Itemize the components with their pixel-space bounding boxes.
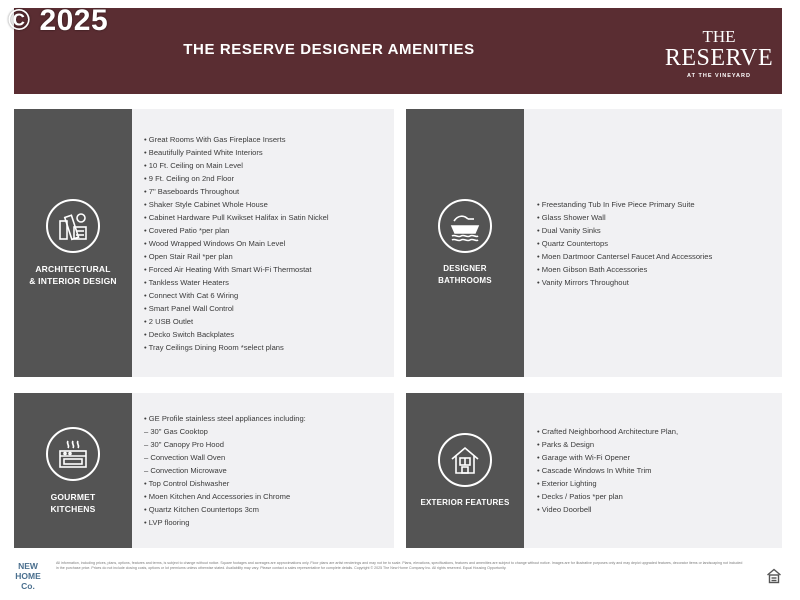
equal-housing-icon (766, 568, 782, 589)
logo-line3: AT THE VINEYARD (687, 73, 751, 79)
feature-item: • Vanity Mirrors Throughout (537, 277, 629, 287)
card-side-kitchens (14, 393, 132, 548)
feature-item: • Moen Gibson Bath Accessories (537, 264, 648, 274)
feature-item: • Freestanding Tub In Five Piece Primary Suite (537, 199, 695, 209)
company-logo (10, 561, 46, 591)
logo-line1: THE (702, 27, 736, 46)
company-logo-line1: NEW (18, 561, 38, 571)
feature-item: – Convection Microwave (144, 466, 227, 475)
feature-item: • Glass Shower Wall (537, 212, 606, 222)
company-logo-line3: Co. (21, 581, 35, 591)
card-label-line1: GOURMET (50, 491, 96, 502)
swatches-icon (46, 199, 100, 253)
feature-item: – 30" Gas Cooktop (144, 427, 208, 436)
page-title: THE RESERVE DESIGNER AMENITIES (183, 41, 475, 58)
feature-item: • Decko Switch Backplates (144, 329, 235, 339)
card-bathrooms (406, 109, 782, 377)
card-label-line1: EXTERIOR FEATURES (420, 497, 510, 507)
feature-item: • Exterior Lighting (537, 479, 597, 488)
header-banner (14, 8, 782, 94)
feature-item: • Smart Panel Wall Control (144, 303, 234, 313)
card-label-line2: BATHROOMS (438, 276, 492, 285)
feature-list-bathrooms (537, 109, 774, 377)
card-side-architectural (14, 109, 132, 377)
feature-item: • 7" Baseboards Throughout (144, 186, 240, 196)
card-label-bathrooms (438, 263, 492, 287)
card-label-kitchens (50, 491, 95, 515)
feature-item: • Great Rooms With Gas Fireplace Inserts (144, 134, 286, 144)
card-exterior (406, 393, 782, 548)
feature-item: • 9 Ft. Ceiling on 2nd Floor (144, 173, 235, 183)
company-logo-line2: HOME (15, 571, 41, 581)
feature-item: • Tray Ceilings Dining Room *select plans (144, 342, 284, 352)
feature-item: • Quartz Kitchen Countertops 3cm (144, 505, 259, 514)
feature-item: • Crafted Neighborhood Architecture Plan, (537, 427, 679, 436)
feature-item: • LVP flooring (144, 518, 190, 527)
feature-item: • Covered Patio *per plan (144, 225, 230, 235)
card-architectural (14, 109, 394, 377)
card-kitchens (14, 393, 394, 548)
feature-item: • Forced Air Heating With Smart Wi-Fi Thermostat (144, 264, 312, 274)
feature-item: • Moen Kitchen And Accessories in Chrome (144, 492, 291, 501)
copyright-watermark: © 2025 (8, 4, 109, 37)
feature-item: • Top Control Dishwasher (144, 479, 230, 488)
card-label-line2: KITCHENS (50, 503, 96, 514)
feature-item: • GE Profile stainless steel appliances including: (144, 414, 306, 423)
feature-item: • Tankless Water Heaters (144, 277, 229, 287)
feature-item: • Garage with Wi-Fi Opener (537, 453, 630, 462)
card-side-bathrooms (406, 109, 524, 377)
feature-item: • Cabinet Hardware Pull Kwikset Halifax in Satin Nickel (144, 212, 329, 222)
feature-item: • Decks / Patios *per plan (537, 492, 623, 501)
card-side-exterior (406, 393, 524, 548)
feature-list-kitchens (144, 393, 386, 548)
feature-item: • Dual Vanity Sinks (537, 225, 601, 235)
feature-item: • Beautifully Painted White Interiors (144, 147, 263, 157)
house-icon (438, 433, 492, 487)
feature-item: • Shaker Style Cabinet Whole House (144, 199, 268, 209)
feature-item: • Connect With Cat 6 Wiring (144, 290, 239, 300)
feature-item: • Parks & Design (537, 440, 595, 449)
bathtub-icon (438, 199, 492, 253)
card-label-architectural (29, 263, 116, 287)
card-label-exterior (420, 497, 509, 509)
feature-item: – 30" Canopy Pro Hood (144, 440, 224, 449)
stove-icon (46, 427, 100, 481)
feature-list-exterior (537, 393, 774, 548)
feature-item: • Video Doorbell (537, 505, 592, 514)
feature-item: • 2 USB Outlet (144, 316, 194, 326)
feature-item: • Cascade Windows In White Trim (537, 466, 652, 475)
card-label-line1: DESIGNER (443, 264, 487, 273)
card-label-line2: & INTERIOR DESIGN (29, 276, 117, 286)
feature-item: • Wood Wrapped Windows On Main Level (144, 238, 286, 248)
feature-item: – Convection Wall Oven (144, 453, 226, 462)
feature-item: • 10 Ft. Ceiling on Main Level (144, 160, 243, 170)
feature-list-architectural (144, 109, 386, 377)
feature-item: • Open Stair Rail *per plan (144, 251, 233, 261)
feature-item: • Quartz Countertops (537, 238, 609, 248)
logo-line2: RESERVE (664, 45, 774, 71)
feature-item: • Moen Dartmoor Cantersel Faucet And Accessories (537, 251, 713, 261)
card-label-line1: ARCHITECTURAL (35, 264, 111, 274)
brand-logo (664, 28, 774, 79)
disclaimer-text: All information, including prices, plans, options, features and terms, is subject to change without notice. Square footages and acreages are approximations only. Floor plans are artist renderings and may not be to scale. Plans, elevations, specifications, features and amenities are subject to change without notice. Images are for illustrative purposes only and may depict upgraded features, decorator items or landscaping not included in the purchase price. Prices do not include closing costs, options or lot premiums unless otherwise stated. Availability may vary. Please contact a sales representative for complete details. Copyright © 2025 The New Home Company Inc. All rights reserved. Equal Housing Opportunity. (56, 561, 743, 570)
